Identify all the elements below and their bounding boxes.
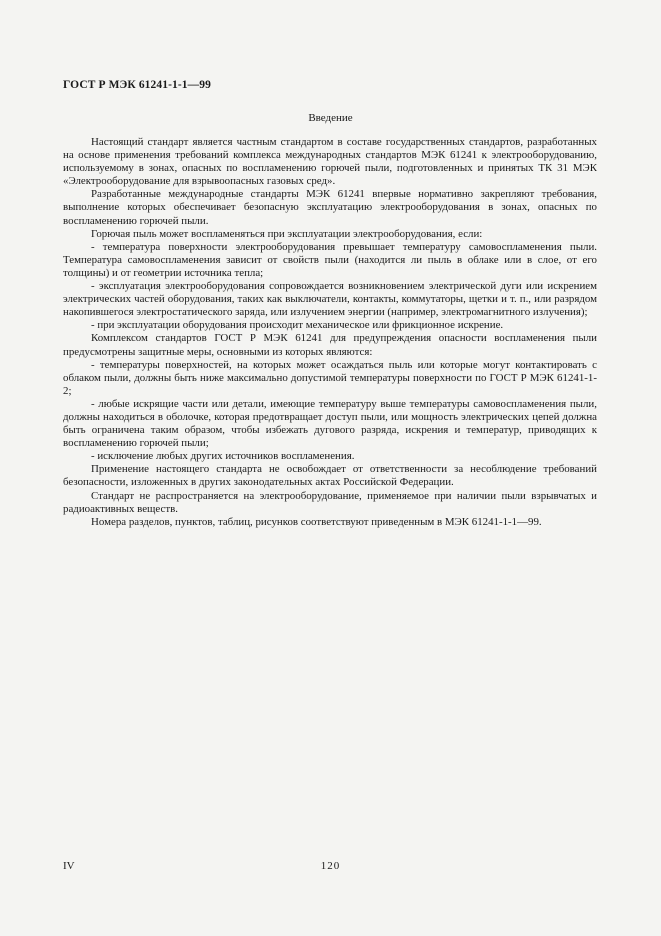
section-title: Введение xyxy=(308,112,353,124)
roman-page-number: IV xyxy=(63,860,75,872)
paragraph: - при эксплуатации оборудования происходит механическое или фрикционное искрение. xyxy=(91,319,504,332)
paragraph: - температура поверхности электрооборудования превышает температуру самовоспламенения пыли. Температура самовоспламенения зависит от свойств пыли (находится ли пыль в облаке или в слое, от его толщины) и от геометрии источника тепла; xyxy=(63,240,597,279)
paragraph: - любые искрящие части или детали, имеющие температуру выше температуры самовоспламенения пыли, должны находиться в оболочке, которая предотвращает доступ пыли, или мощность электрических цепей должна быть ограничена таким образом, чтобы избежать дугового разряда, искрения и температур, приводящих к воспламенению горючей пыли; xyxy=(63,397,597,450)
paragraph: Настоящий стандарт является частным стандартом в составе государственных стандартов, разработанных на основе применения требований комплекса международных стандартов МЭК 61241 к электрооборудованию, используемому в зонах, опасных по воспламенению горючей пыли, подготовленных и принятых ТК 31 МЭК «Электрооборудование для взрывоопасных газовых сред». xyxy=(63,136,597,188)
paragraph: Комплексом стандартов ГОСТ Р МЭК 61241 для предупреждения опасности воспламенения пыли предусмотрены защитные меры, основными из которых являются: xyxy=(63,332,597,358)
paragraph: - температуры поверхностей, на которых может осаждаться пыль или которые могут контактировать с облаком пыли, должны быть ниже максимально допустимой температуры поверхности по ГОСТ Р МЭК 61241-1-2; xyxy=(63,358,597,397)
paragraph: Применение настоящего стандарта не освобождает от ответственности за несоблюдение требований безопасности, изложенных в других законодательных актах Российской Федерации. xyxy=(63,463,597,489)
paragraph: - исключение любых других источников воспламенения. xyxy=(91,450,355,463)
paragraph: Горючая пыль может воспламеняться при эксплуатации электрооборудования, если: xyxy=(91,227,483,240)
page-number: 120 xyxy=(320,860,341,872)
paragraph: Стандарт не распространяется на электрооборудование, применяемое при наличии пыли взрывчатых и радиоактивных веществ. xyxy=(63,489,597,515)
paragraph: Разработанные международные стандарты МЭК 61241 впервые нормативно закрепляют требования, выполнение которых обеспечивает безопасную эксплуатацию электрооборудования в зонах, опасных по воспламенению горючей пыли. xyxy=(63,188,597,227)
paragraph: - эксплуатация электрооборудования сопровождается возникновением электрической дуги или искрением электрических частей оборудования, таких как выключатели, контакты, коммутаторы, щетки и т. п., или разрядом накопившегося электростатического заряда, или излучением энергии (например, электромагнитного излучения); xyxy=(63,280,597,319)
document-header: ГОСТ Р МЭК 61241-1-1—99 xyxy=(63,79,211,91)
body-text xyxy=(63,136,597,529)
paragraph: Номера разделов, пунктов, таблиц, рисунков соответствуют приведенным в МЭК 61241-1-1—99. xyxy=(91,515,542,528)
